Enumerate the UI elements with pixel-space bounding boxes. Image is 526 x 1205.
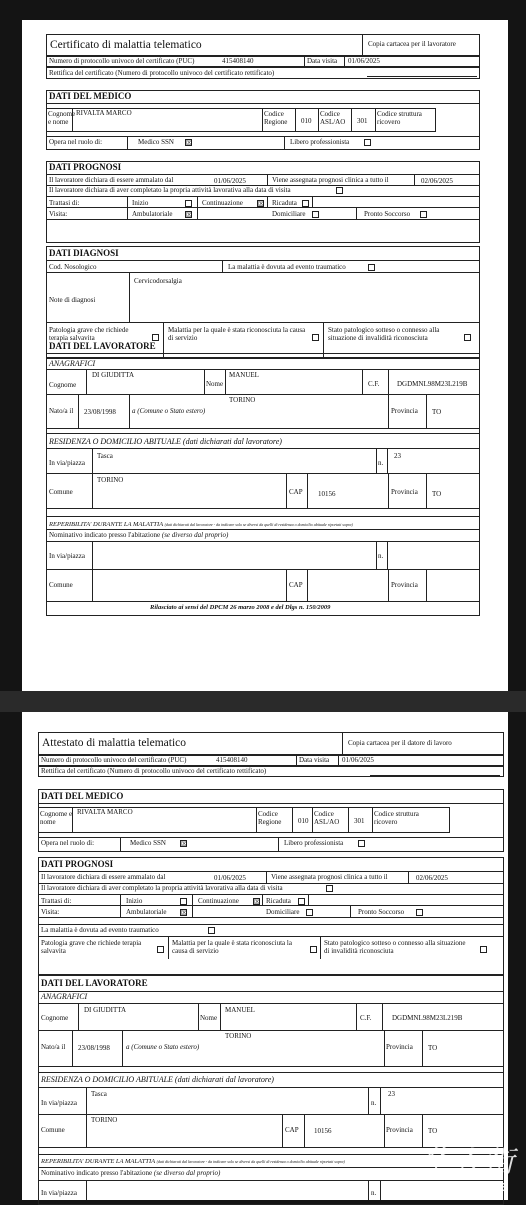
att-data-visita-label: Data visita (299, 756, 330, 764)
note-label: Note di diagnosi (49, 296, 96, 304)
attestato-page (22, 712, 508, 1200)
att-codice-regione-label: Codice Regione (258, 810, 282, 826)
att-invalidita-checkbox[interactable] (480, 946, 487, 953)
inizio-checkbox[interactable] (185, 200, 192, 207)
provincia-label: Provincia (391, 407, 418, 415)
watermark-cn: 华人街 (420, 1145, 516, 1180)
att-prognosi-label: Viene assegnata prognosi clinica a tutto il (271, 873, 388, 881)
att-rettifica-label: Rettifica del certificato (Numero di protocollo univoco del certificato rettificato) (41, 767, 267, 775)
att-res-provincia: TO (428, 1127, 438, 1135)
att-completato-checkbox[interactable] (326, 885, 333, 892)
att-libero-checkbox[interactable] (358, 840, 365, 847)
att-ricaduta-label: Ricaduta (266, 897, 291, 905)
att-copy-label: Copia cartacea per il datore di lavoro (348, 739, 452, 747)
evento-checkbox[interactable] (368, 264, 375, 271)
att-cap: 10156 (314, 1127, 332, 1135)
att-civico-label: n. (371, 1099, 377, 1107)
codice-struttura-label: Codice struttura ricovero (377, 110, 422, 126)
nominativo-label: Nominativo indicato presso l'abitazione (se diverso dal proprio) (49, 531, 229, 539)
att-libero-label: Libero professionista (284, 839, 344, 847)
provincia-value: TO (432, 408, 442, 416)
domiciliare-label: Domiciliare (272, 210, 306, 218)
page-gap (0, 691, 526, 712)
lav-nome: MANUEL (229, 371, 259, 379)
nato-label: Nato/a il (49, 407, 74, 415)
ssn-label: Medico SSN (138, 138, 174, 146)
att-ricaduta-checkbox[interactable] (298, 898, 305, 905)
codice-asl-label: Codice ASL/AO (320, 110, 346, 126)
rep-provincia-label: Provincia (391, 581, 418, 589)
att-patologia-checkbox[interactable] (157, 946, 164, 953)
lav-cognome-label: Cognome (49, 381, 77, 389)
ambulatoriale-checkbox[interactable]: ☒ (186, 211, 193, 219)
page-title: Certificato di malattia telematico (50, 39, 202, 51)
res-provincia-label: Provincia (391, 488, 418, 496)
rep-comune-label: Comune (49, 581, 73, 589)
att-ssn-checkbox[interactable]: ☒ (181, 840, 188, 848)
civico-value: 23 (394, 452, 401, 460)
trattasi-label: Trattasi di: (49, 199, 80, 207)
att-visita-label: Visita: (41, 908, 60, 916)
att-comune: TORINO (91, 1116, 118, 1124)
civico-label: n. (378, 459, 384, 467)
att-data-visita: 01/06/2025 (342, 756, 374, 764)
att-inizio-label: Inizio (126, 897, 143, 905)
ammalato-value: 01/06/2025 (214, 177, 246, 185)
cf-value: DGDMNL98M23L219B (397, 380, 468, 388)
ricaduta-label: Ricaduta (272, 199, 297, 207)
medico-name: RIVALTA MARCO (76, 109, 132, 117)
att-lavoratore-title: DATI DEL LAVORATORE (41, 978, 148, 988)
att-ssn-label: Medico SSN (130, 839, 166, 847)
prognosi-section-title: DATI PROGNOSI (49, 162, 122, 172)
patologia-label: Patologia grave che richiede terapia salvavita (49, 326, 129, 342)
att-ammalato: 01/06/2025 (214, 874, 246, 882)
comune-label: Comune (49, 488, 73, 496)
att-via-label: In via/piazza (41, 1099, 77, 1107)
libero-checkbox[interactable] (364, 139, 371, 146)
certificate-page (22, 20, 508, 691)
att-ambulatoriale-checkbox[interactable]: ☒ (181, 909, 188, 917)
prognosi-value: 02/06/2025 (421, 177, 453, 185)
att-servizio-label: Malattia per la quale è stata riconosciuta la causa di servizio (172, 939, 292, 955)
codice-regione: 010 (301, 117, 312, 125)
att-provincia: TO (428, 1044, 438, 1052)
att-lav-nome: MANUEL (225, 1006, 255, 1014)
att-pronto-label: Pronto Soccorso (358, 908, 405, 916)
att-residenza-title: RESIDENZA O DOMICILIO ABITUALE (dati dichiarati dal lavoratore) (41, 1075, 274, 1084)
att-domiciliare-label: Domiciliare (266, 908, 300, 916)
att-lav-cognome-label: Cognome (41, 1014, 69, 1022)
att-protocol-label: Numero di protocollo univoco del certificato (PUC) (41, 756, 187, 764)
att-civico: 23 (388, 1090, 395, 1098)
protocol-label: Numero di protocollo univoco del certificato (PUC) (49, 57, 195, 65)
watermark-logo (420, 1137, 516, 1194)
inizio-label: Inizio (132, 199, 149, 207)
nosologico-label: Cod. Nosologico (49, 263, 97, 271)
att-nato-label: Nato/a il (41, 1043, 66, 1051)
codice-regione-label: Codice Regione (264, 110, 288, 126)
rep-civico-label: n. (378, 552, 384, 560)
diagnosi-note: Cervicodorsalgia (134, 277, 182, 285)
copy-label: Copia cartacea per il lavoratore (368, 40, 456, 48)
ambulatoriale-label: Ambulatoriale (132, 210, 173, 218)
watermark-en: HUARENJIE (429, 1181, 507, 1194)
anagrafici-title: ANAGRAFICI (49, 359, 96, 368)
att-comune-label: Comune (41, 1126, 65, 1134)
att-servizio-checkbox[interactable] (310, 946, 317, 953)
domiciliare-checkbox[interactable] (312, 211, 319, 218)
diagnosi-section-title: DATI DIAGNOSI (49, 248, 119, 258)
nato-value: 23/08/1998 (84, 408, 116, 416)
medico-section-title: DATI DEL MEDICO (49, 91, 132, 101)
reperibilita-title: REPERIBILITA' DURANTE LA MALATTIA (dati dichiarati dal lavoratore - da indicare solo se diversi da quelli di residenza o domicilio abituale riportati sopra) (49, 521, 353, 528)
att-domiciliare-checkbox[interactable] (306, 909, 313, 916)
visita-label: Visita: (49, 210, 68, 218)
att-nominativo-label: Nominativo indicato presso l'abitazione (se diverso dal proprio) (41, 1169, 221, 1177)
att-provincia-label: Provincia (386, 1043, 413, 1051)
att-pronto-checkbox[interactable] (416, 909, 423, 916)
protocol-value: 415408140 (222, 57, 254, 65)
luogo-label: a (Comune o Stato estero) (132, 407, 206, 415)
att-cognome-label: Cognome e nome (40, 810, 73, 826)
att-protocol-value: 415408140 (216, 756, 248, 764)
rettifica-label: Rettifica del certificato (Numero di protocollo univoco del certificato rettificato) (49, 69, 275, 77)
prognosi-label: Viene assegnata prognosi clinica a tutto il (272, 176, 389, 184)
cognome-label: Cognome e nome (48, 110, 76, 126)
lav-cognome: DI GIUDITTA (92, 371, 135, 379)
res-provincia-value: TO (432, 490, 442, 498)
att-invalidita-label: Stato patologico sotteso o connesso alla situazione di invalidità riconosciuta (324, 939, 466, 955)
att-luogo-label: a (Comune o Stato estero) (126, 1043, 200, 1051)
att-rep-via-label: In via/piazza (41, 1189, 77, 1197)
att-cf-label: C.F. (360, 1014, 372, 1022)
continuazione-label: Continuazione (202, 199, 243, 207)
att-cf: DGDMNL98M23L219B (392, 1014, 463, 1022)
att-codice-regione: 010 (298, 817, 309, 825)
att-cap-label: CAP (285, 1126, 299, 1134)
evento-label: La malattia è dovuta ad evento traumatico (228, 263, 346, 271)
lavoratore-section-title: DATI DEL LAVORATORE (49, 341, 156, 351)
att-patologia-label: Patologia grave che richiede terapia salvavita (41, 939, 142, 955)
att-prognosi-value: 02/06/2025 (416, 874, 448, 882)
att-medico-title: DATI DEL MEDICO (41, 791, 124, 801)
residenza-title: RESIDENZA O DOMICILIO ABITUALE (dati dichiarati dal lavoratore) (49, 437, 282, 446)
codice-asl: 301 (357, 117, 368, 125)
cap-label: CAP (289, 488, 303, 496)
luogo-value: TORINO (229, 396, 256, 404)
att-rep-civico-label: n. (371, 1189, 377, 1197)
pronto-checkbox[interactable] (420, 211, 427, 218)
att-evento-label: La malattia è dovuta ad evento traumatico (41, 926, 159, 934)
att-codice-struttura-label: Codice struttura ricovero (374, 810, 419, 826)
att-reperibilita-title: REPERIBILITA' DURANTE LA MALATTIA (dati dichiarati dal lavoratore - da indicare solo se diversi da quelli di residenza o domicilio abituale riportati sopra) (41, 1158, 345, 1165)
data-visita-label: Data visita (307, 57, 338, 65)
invalidita-label: Stato patologico sotteso o connesso alla situazione di invalidità riconosciuta (328, 326, 440, 342)
cf-label: C.F. (368, 380, 380, 388)
footer-note: Rilasciato ai sensi del DPCM 26 marzo 2008 e del Dlgs n. 150/2009 (150, 604, 331, 611)
att-lav-cognome: DI GIUDITTA (84, 1006, 127, 1014)
att-res-provincia-label: Provincia (386, 1126, 413, 1134)
att-completato-label: Il lavoratore dichiara di aver completato la propria attività lavorativa alla data di visita (41, 884, 283, 892)
att-codice-asl-label: Codice ASL/AO (314, 810, 340, 826)
att-medico-name: RIVALTA MARCO (77, 808, 133, 816)
att-evento-checkbox[interactable] (208, 927, 215, 934)
ammalato-label: Il lavoratore dichiara di essere ammalato dal (49, 176, 174, 184)
att-continuazione-checkbox[interactable]: ☒ (254, 898, 261, 906)
att-ammalato-label: Il lavoratore dichiara di essere ammalato dal (41, 873, 166, 881)
libero-label: Libero professionista (290, 138, 350, 146)
pronto-label: Pronto Soccorso (364, 210, 411, 218)
att-nato: 23/08/1998 (78, 1044, 110, 1052)
ricaduta-checkbox[interactable] (302, 200, 309, 207)
ruolo-label: Opera nel ruolo di: (49, 138, 103, 146)
via-label: In via/piazza (49, 459, 85, 467)
att-title: Attestato di malattia telematico (42, 737, 187, 749)
lav-nome-label: Nome (206, 380, 224, 388)
completato-label: Il lavoratore dichiara di aver completato la propria attività lavorativa alla data di visita (49, 186, 291, 194)
completato-checkbox[interactable] (336, 187, 343, 194)
att-trattasi-label: Trattasi di: (41, 897, 72, 905)
att-inizio-checkbox[interactable] (180, 898, 187, 905)
att-prognosi-title: DATI PROGNOSI (41, 859, 114, 869)
servizio-label: Malattia per la quale è stata riconosciuta la causa di servizio (168, 326, 306, 342)
att-ambulatoriale-label: Ambulatoriale (126, 908, 167, 916)
data-visita-value: 01/06/2025 (348, 57, 380, 65)
att-lav-nome-label: Nome (200, 1014, 218, 1022)
att-codice-asl: 301 (354, 817, 365, 825)
rep-via-label: In via/piazza (49, 552, 85, 560)
comune-value: TORINO (97, 476, 124, 484)
cap-value: 10156 (318, 490, 336, 498)
via-value: Tasca (97, 452, 113, 460)
att-via: Tasca (91, 1090, 107, 1098)
att-luogo: TORINO (225, 1032, 252, 1040)
att-continuazione-label: Continuazione (198, 897, 239, 905)
att-ruolo-label: Opera nel ruolo di: (41, 839, 95, 847)
att-anagrafici-title: ANAGRAFICI (41, 992, 88, 1001)
ssn-checkbox[interactable]: ☒ (186, 139, 193, 147)
continuazione-checkbox[interactable]: ☒ (258, 200, 265, 208)
rep-cap-label: CAP (289, 581, 303, 589)
